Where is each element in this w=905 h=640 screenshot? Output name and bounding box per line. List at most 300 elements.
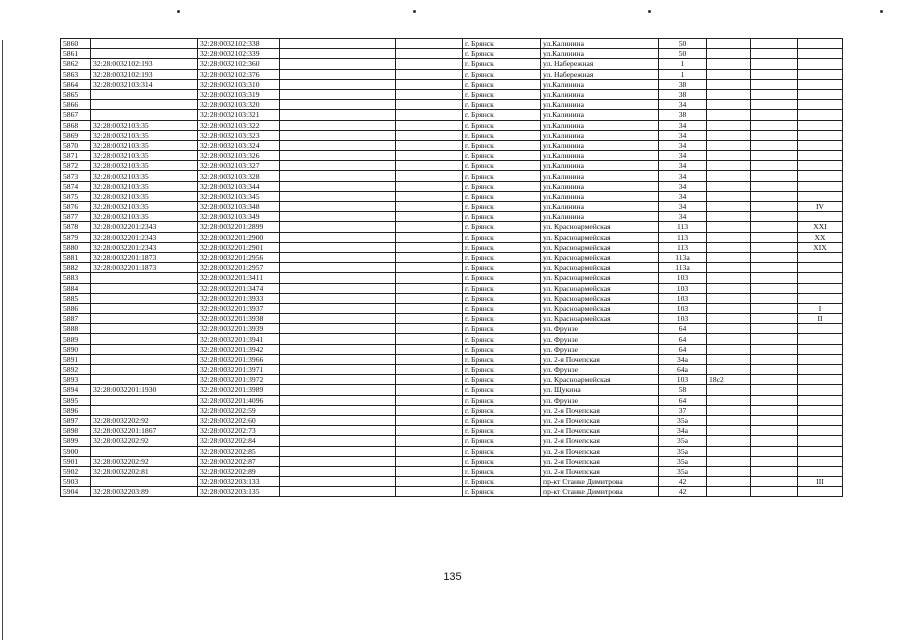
cell-city: г. Брянск [463,365,541,375]
cell-row-number: 5889 [61,334,91,344]
cell-empty [751,242,798,252]
cell-row-number: 5895 [61,395,91,405]
cell-empty [396,100,463,110]
cell-building [707,487,751,497]
cell-empty [396,273,463,283]
cell-premises [798,110,843,120]
cell-house: 103 [659,273,707,283]
cell-house: 34 [659,140,707,150]
cell-premises [798,59,843,69]
cell-cadastral-number: 32:28:0032201:3933 [198,293,280,303]
cell-parent-cadastral [91,283,198,293]
cell-empty [396,69,463,79]
cell-street: ул. Красноармейская [541,314,659,324]
cell-city: г. Брянск [463,130,541,140]
cell-house: 1 [659,59,707,69]
cell-house: 42 [659,487,707,497]
cell-empty [396,222,463,232]
cell-row-number: 5868 [61,120,91,130]
cell-city: г. Брянск [463,314,541,324]
cell-parent-cadastral [91,365,198,375]
cell-building [707,212,751,222]
cell-parent-cadastral: 32:28:0032103:35 [91,140,198,150]
cell-empty [396,242,463,252]
cell-city: г. Брянск [463,191,541,201]
cell-building [707,354,751,364]
cell-city: г. Брянск [463,232,541,242]
table-row [61,456,843,466]
cell-parent-cadastral [91,314,198,324]
cell-empty [751,334,798,344]
cell-row-number: 5879 [61,232,91,242]
cell-cadastral-number: 32:28:0032201:2900 [198,232,280,242]
cell-empty [751,100,798,110]
cell-street: ул.Калинина [541,212,659,222]
cell-row-number: 5866 [61,100,91,110]
cell-cadastral-number: 32:28:0032202:87 [198,456,280,466]
cell-parent-cadastral [91,344,198,354]
cell-row-number: 5899 [61,436,91,446]
cell-row-number: 5862 [61,59,91,69]
cell-premises [798,89,843,99]
table-row [61,49,843,59]
cell-street: ул. Фрунзе [541,324,659,334]
cell-empty [751,202,798,212]
cell-empty [751,314,798,324]
cell-house: 103 [659,303,707,313]
cell-empty [280,456,396,466]
cell-empty [751,344,798,354]
cell-city: г. Брянск [463,415,541,425]
table-row [61,232,843,242]
cell-empty [751,293,798,303]
cell-city: г. Брянск [463,344,541,354]
table-row [61,100,843,110]
cell-empty [751,456,798,466]
cell-empty [280,151,396,161]
cell-street: ул. Фрунзе [541,365,659,375]
table-row [61,69,843,79]
cell-building [707,161,751,171]
cell-parent-cadastral: 32:28:0032102:193 [91,59,198,69]
cell-street: ул. Набережная [541,59,659,69]
cell-parent-cadastral: 32:28:0032103:35 [91,161,198,171]
cell-premises [798,446,843,456]
cell-empty [280,273,396,283]
cell-street: ул. 2-я Почепская [541,354,659,364]
cell-empty [751,79,798,89]
cell-city: г. Брянск [463,69,541,79]
cell-building [707,303,751,313]
cell-row-number: 5882 [61,263,91,273]
table-row [61,252,843,262]
cell-empty [396,151,463,161]
scan-edge-line [2,40,3,640]
cell-empty [396,415,463,425]
cell-empty [280,375,396,385]
cell-parent-cadastral: 32:28:0032103:35 [91,202,198,212]
cell-empty [396,89,463,99]
cell-cadastral-number: 32:28:0032201:3971 [198,365,280,375]
cell-premises [798,456,843,466]
cell-empty [751,212,798,222]
cell-row-number: 5875 [61,191,91,201]
cell-row-number: 5860 [61,39,91,49]
cell-row-number: 5880 [61,242,91,252]
cell-cadastral-number: 32:28:0032103:326 [198,151,280,161]
cell-parent-cadastral: 32:28:0032201:2343 [91,222,198,232]
cell-empty [280,303,396,313]
cell-empty [751,140,798,150]
cell-parent-cadastral [91,293,198,303]
cell-premises [798,405,843,415]
cell-building [707,151,751,161]
cell-parent-cadastral [91,39,198,49]
cell-parent-cadastral: 32:28:0032201:2343 [91,242,198,252]
cell-building [707,39,751,49]
cell-parent-cadastral [91,100,198,110]
table-row [61,365,843,375]
cell-row-number: 5891 [61,354,91,364]
cell-cadastral-number: 32:28:0032201:2957 [198,263,280,273]
cell-empty [751,405,798,415]
cell-premises [798,39,843,49]
cell-cadastral-number: 32:28:0032202:89 [198,466,280,476]
cell-empty [751,375,798,385]
cell-row-number: 5867 [61,110,91,120]
table-row [61,181,843,191]
cell-building [707,69,751,79]
cell-cadastral-number: 32:28:0032201:3939 [198,324,280,334]
cell-city: г. Брянск [463,161,541,171]
cell-parent-cadastral [91,446,198,456]
cell-empty [751,426,798,436]
cell-building [707,415,751,425]
cell-empty [396,487,463,497]
cell-row-number: 5893 [61,375,91,385]
cell-building [707,293,751,303]
cell-premises [798,466,843,476]
table-row [61,436,843,446]
cell-building [707,324,751,334]
cell-empty [396,314,463,324]
cell-empty [396,324,463,334]
cell-cadastral-number: 32:28:0032103:310 [198,79,280,89]
cell-row-number: 5873 [61,171,91,181]
cell-building [707,446,751,456]
cell-street: ул. 2-я Почепская [541,405,659,415]
cell-premises: IV [798,202,843,212]
cell-row-number: 5900 [61,446,91,456]
cell-building [707,130,751,140]
cell-cadastral-number: 32:28:0032103:345 [198,191,280,201]
cell-empty [751,171,798,181]
cell-row-number: 5903 [61,477,91,487]
cell-empty [751,89,798,99]
cell-cadastral-number: 32:28:0032202:59 [198,405,280,415]
cell-parent-cadastral: 32:28:0032103:314 [91,79,198,89]
cell-building [707,89,751,99]
cell-street: ул.Калинина [541,202,659,212]
cell-house: 37 [659,405,707,415]
cell-city: г. Брянск [463,334,541,344]
cell-empty [396,283,463,293]
cell-empty [280,39,396,49]
cell-empty [751,130,798,140]
cell-premises [798,354,843,364]
cell-empty [396,456,463,466]
cell-house: 34 [659,130,707,140]
cell-building [707,314,751,324]
cell-cadastral-number: 32:28:0032201:3972 [198,375,280,385]
cell-empty [396,395,463,405]
table-row [61,79,843,89]
cell-empty [396,365,463,375]
cell-street: ул. Фрунзе [541,344,659,354]
cell-empty [280,202,396,212]
cell-city: г. Брянск [463,151,541,161]
cell-empty [396,59,463,69]
table-row [61,375,843,385]
cell-street: ул. 2-я Почепская [541,436,659,446]
table-row [61,151,843,161]
cell-row-number: 5896 [61,405,91,415]
cell-house: 34 [659,100,707,110]
page-number: 135 [443,571,462,583]
cell-house: 34 [659,212,707,222]
cell-premises [798,69,843,79]
cell-street: ул.Калинина [541,120,659,130]
cell-empty [280,334,396,344]
cell-empty [280,232,396,242]
cell-row-number: 5902 [61,466,91,476]
cell-premises: XX [798,232,843,242]
cell-cadastral-number: 32:28:0032103:327 [198,161,280,171]
cell-empty [751,191,798,201]
cell-street: ул.Калинина [541,89,659,99]
cell-street: ул.Калинина [541,100,659,110]
table-row [61,334,843,344]
cell-row-number: 5881 [61,252,91,262]
table-row [61,110,843,120]
cell-row-number: 5894 [61,385,91,395]
cell-building [707,344,751,354]
cell-empty [280,477,396,487]
cell-empty [280,436,396,446]
cell-row-number: 5883 [61,273,91,283]
cell-empty [280,426,396,436]
cell-house: 35а [659,456,707,466]
cell-row-number: 5904 [61,487,91,497]
cell-cadastral-number: 32:28:0032102:360 [198,59,280,69]
cell-street: ул. Красноармейская [541,303,659,313]
cell-empty [751,415,798,425]
cell-street: пр-кт Станке Димитрова [541,477,659,487]
cell-city: г. Брянск [463,466,541,476]
cell-city: г. Брянск [463,273,541,283]
cell-house: 34 [659,202,707,212]
cell-empty [751,365,798,375]
cell-building [707,405,751,415]
cell-city: г. Брянск [463,456,541,466]
cell-empty [751,59,798,69]
cell-cadastral-number: 32:28:0032102:376 [198,69,280,79]
cell-empty [280,446,396,456]
cell-city: г. Брянск [463,405,541,415]
cell-building [707,395,751,405]
table-row [61,354,843,364]
cell-empty [396,263,463,273]
cell-house: 113а [659,252,707,262]
scan-dot [177,10,180,13]
cell-house: 64а [659,365,707,375]
cell-cadastral-number: 32:28:0032201:2956 [198,252,280,262]
cell-city: г. Брянск [463,242,541,252]
cell-street: ул. 2-я Почепская [541,415,659,425]
cell-parent-cadastral [91,405,198,415]
cell-cadastral-number: 32:28:0032203:133 [198,477,280,487]
cell-empty [396,212,463,222]
cell-parent-cadastral: 32:28:0032103:35 [91,212,198,222]
cell-empty [751,395,798,405]
cell-parent-cadastral [91,375,198,385]
cell-row-number: 5884 [61,283,91,293]
cell-premises [798,161,843,171]
cell-empty [280,181,396,191]
cell-empty [751,324,798,334]
cell-premises [798,436,843,446]
cell-empty [751,120,798,130]
cell-parent-cadastral: 32:28:0032102:193 [91,69,198,79]
cell-street: ул. 2-я Почепская [541,456,659,466]
cell-house: 113 [659,242,707,252]
cell-empty [751,151,798,161]
cell-cadastral-number: 32:28:0032202:85 [198,446,280,456]
cell-premises: XXI [798,222,843,232]
cell-city: г. Брянск [463,303,541,313]
table-row [61,477,843,487]
cell-empty [751,446,798,456]
cell-empty [280,212,396,222]
cell-cadastral-number: 32:28:0032201:3942 [198,344,280,354]
cell-premises [798,487,843,497]
table-row [61,426,843,436]
cell-street: ул. Красноармейская [541,283,659,293]
cell-street: ул.Калинина [541,161,659,171]
table-row [61,263,843,273]
cell-empty [751,49,798,59]
cell-empty [280,79,396,89]
cell-building [707,59,751,69]
registry-table-body [61,39,843,497]
cell-parent-cadastral: 32:28:0032201:1930 [91,385,198,395]
cell-premises: I [798,303,843,313]
cell-empty [280,365,396,375]
cell-empty [280,171,396,181]
cell-premises [798,252,843,262]
cell-house: 113 [659,222,707,232]
cell-city: г. Брянск [463,446,541,456]
cell-row-number: 5865 [61,89,91,99]
cell-house: 34 [659,161,707,171]
cell-street: ул.Калинина [541,130,659,140]
cell-cadastral-number: 32:28:0032201:4096 [198,395,280,405]
cell-house: 42 [659,477,707,487]
cell-row-number: 5897 [61,415,91,425]
cell-empty [280,283,396,293]
cell-street: ул. Красноармейская [541,273,659,283]
cell-house: 38 [659,89,707,99]
cell-row-number: 5877 [61,212,91,222]
cell-street: ул.Калинина [541,110,659,120]
cell-building [707,140,751,150]
cell-city: г. Брянск [463,324,541,334]
cell-cadastral-number: 32:28:0032202:84 [198,436,280,446]
cell-empty [396,140,463,150]
cell-premises [798,334,843,344]
cell-house: 64 [659,334,707,344]
cell-empty [751,232,798,242]
cell-premises [798,344,843,354]
cell-building [707,222,751,232]
cell-row-number: 5863 [61,69,91,79]
table-row [61,466,843,476]
cell-city: г. Брянск [463,263,541,273]
cell-empty [396,426,463,436]
cell-city: г. Брянск [463,354,541,364]
cell-empty [396,405,463,415]
cell-house: 34 [659,171,707,181]
cell-building [707,426,751,436]
cell-empty [280,222,396,232]
cell-empty [751,39,798,49]
cell-building [707,283,751,293]
cell-city: г. Брянск [463,79,541,89]
cell-street: ул. Щукина [541,385,659,395]
cell-empty [396,130,463,140]
cell-street: ул. Красноармейская [541,375,659,385]
cell-street: ул. Фрунзе [541,334,659,344]
cell-empty [396,334,463,344]
cell-city: г. Брянск [463,120,541,130]
cell-building [707,242,751,252]
cell-premises [798,49,843,59]
cell-cadastral-number: 32:28:0032203:135 [198,487,280,497]
cell-row-number: 5898 [61,426,91,436]
table-row [61,446,843,456]
cell-house: 103 [659,314,707,324]
cell-house: 64 [659,395,707,405]
cell-city: г. Брянск [463,426,541,436]
cell-city: г. Брянск [463,39,541,49]
cell-house: 103 [659,293,707,303]
cell-parent-cadastral: 32:28:0032103:35 [91,191,198,201]
cell-empty [396,293,463,303]
table-row [61,161,843,171]
cell-cadastral-number: 32:28:0032202:60 [198,415,280,425]
cell-empty [396,375,463,385]
cell-city: г. Брянск [463,293,541,303]
cell-building [707,181,751,191]
cell-cadastral-number: 32:28:0032103:324 [198,140,280,150]
cell-premises [798,415,843,425]
table-row [61,293,843,303]
table-row [61,273,843,283]
cell-premises [798,140,843,150]
cell-parent-cadastral: 32:28:0032103:35 [91,171,198,181]
cell-empty [280,344,396,354]
cell-street: ул. Красноармейская [541,252,659,262]
